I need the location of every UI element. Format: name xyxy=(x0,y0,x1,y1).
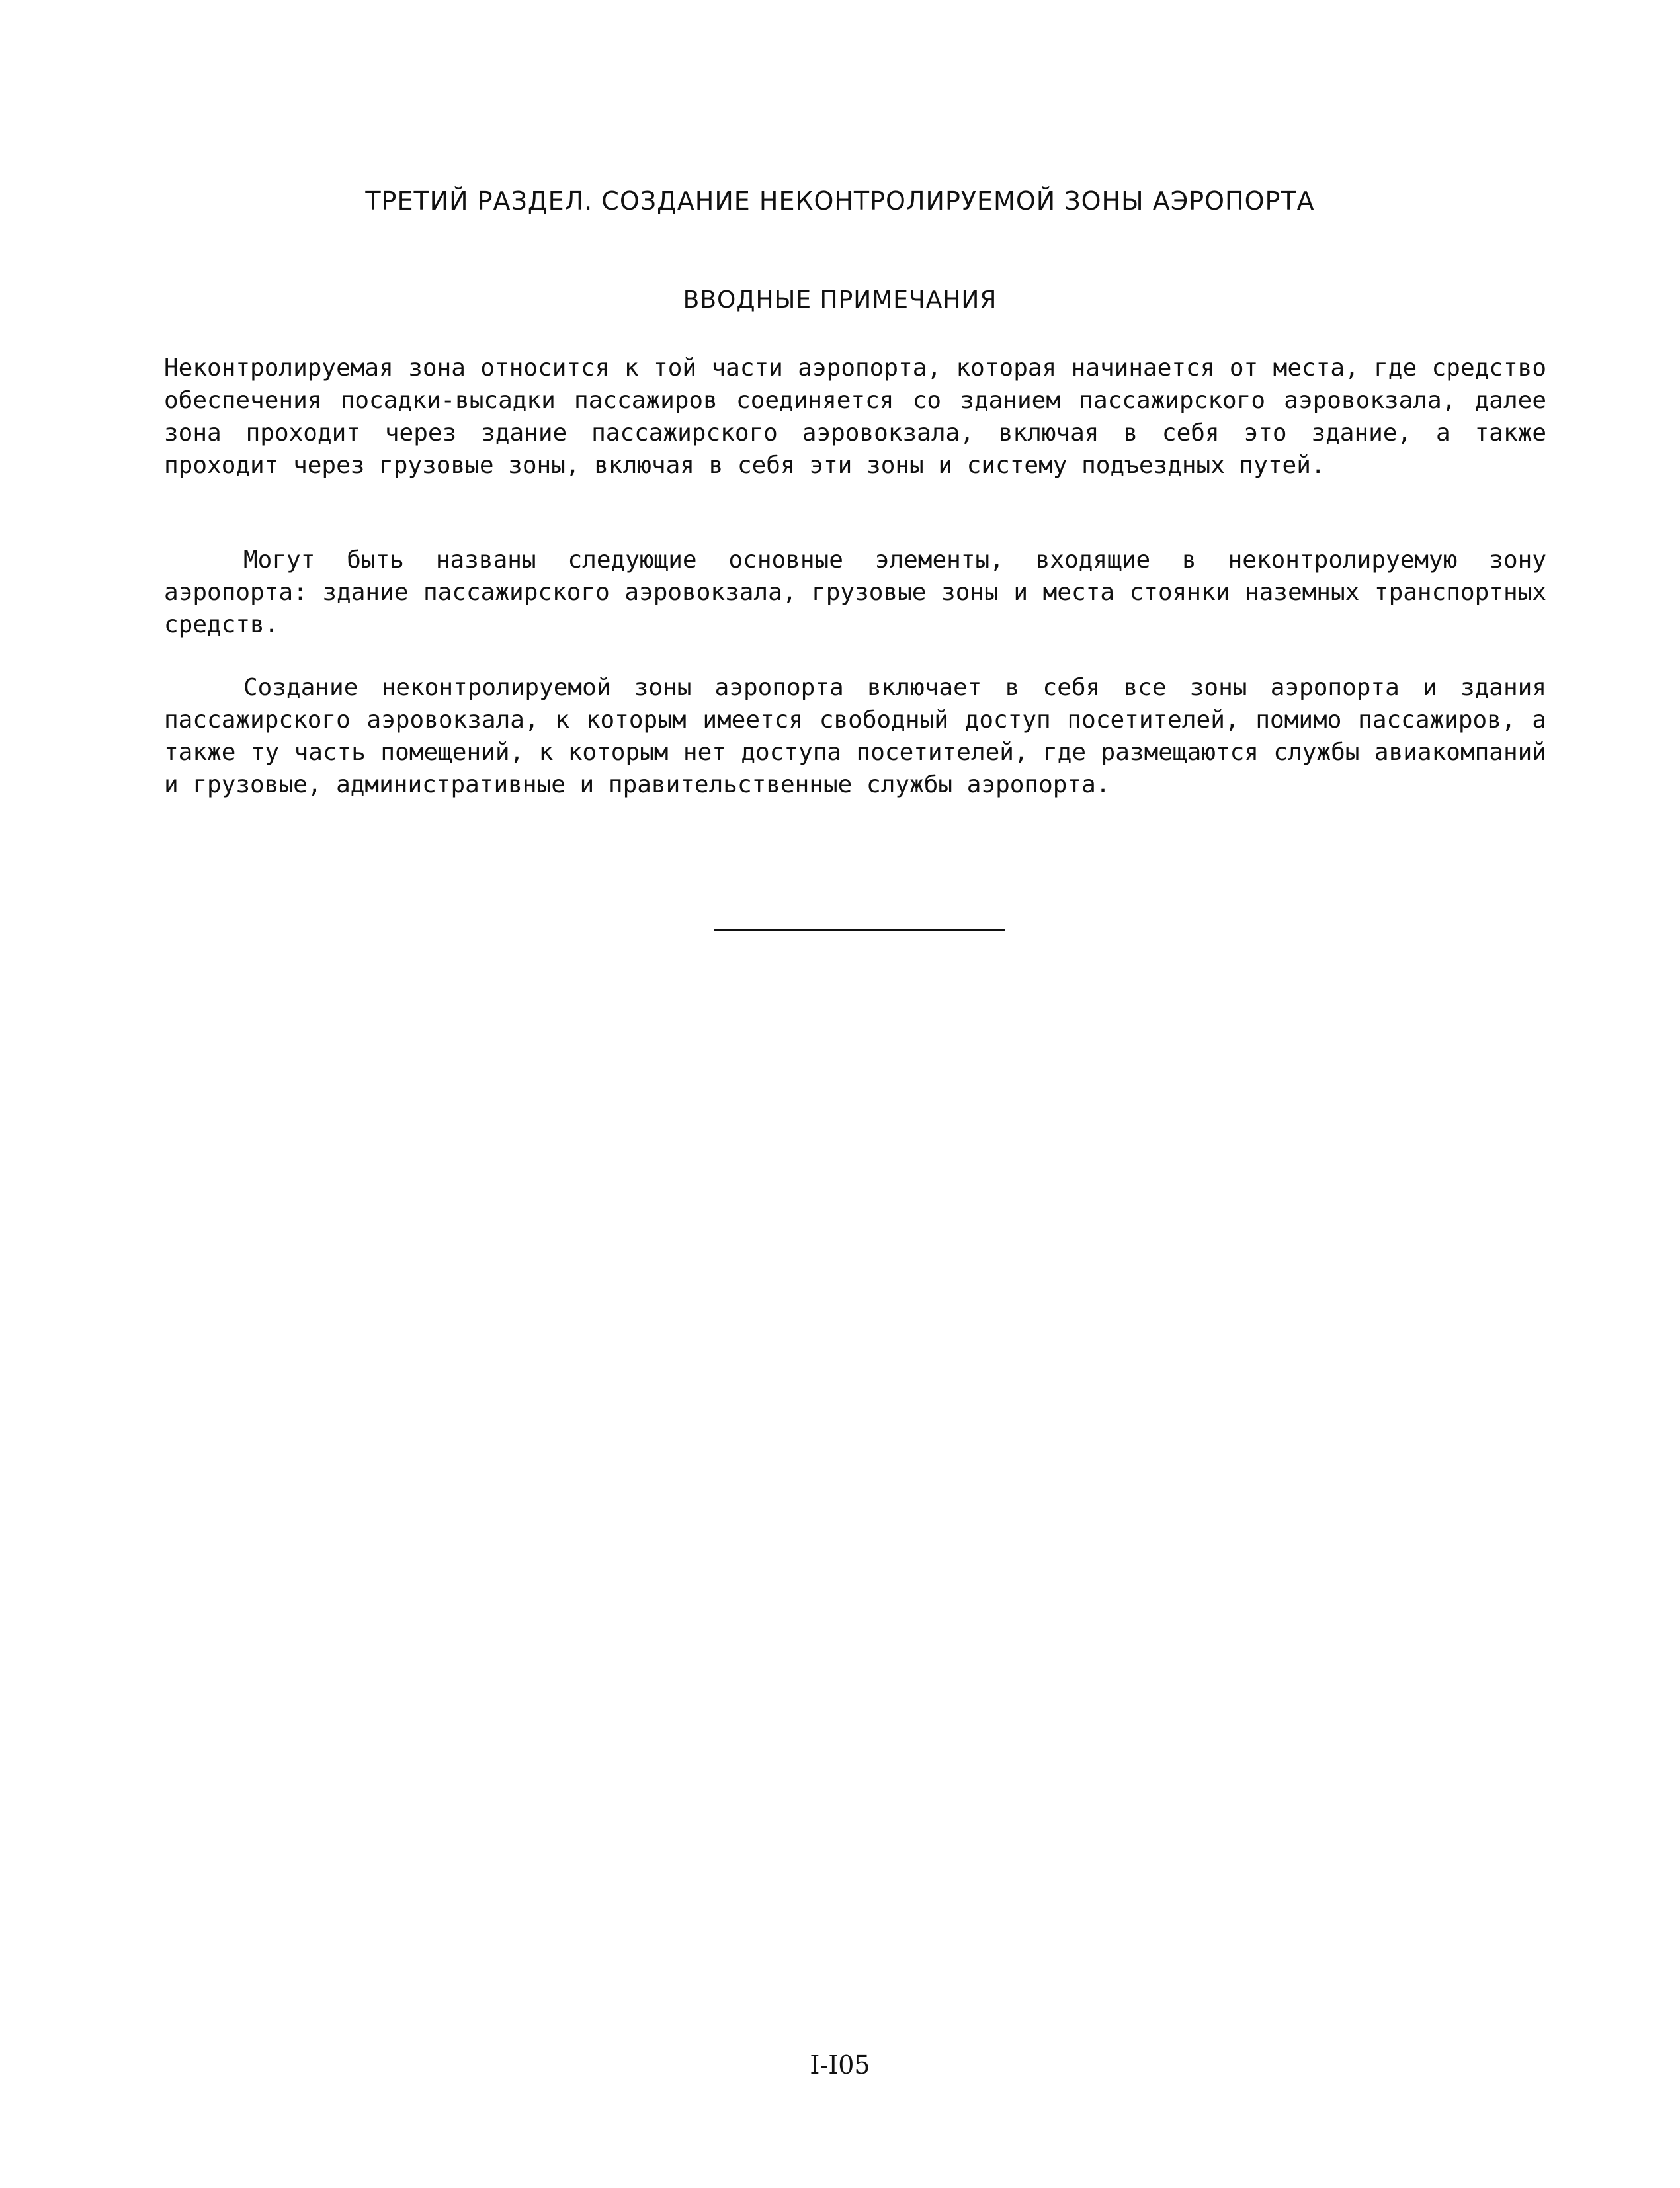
paragraph-landside-definition: Неконтролируемая зона относится к той части аэропорта, которая начинается от места, где средство обеспечения посадки-высадки пассажиров соединяется со зданием пассажирского аэровокзала, далее зона проходит через здание пассажирского аэровокзала, включая в себя это здание, а также проходит через грузовые зоны, включая в себя эти зоны и систему подъездных путей. xyxy=(164,355,1546,479)
paragraph-landside-scope: Создание неконтролируемой зоны аэропорта включает в себя все зоны аэропорта и здания пассажирского аэровокзала, к которым имеется свободный доступ посетителей, помимо пассажиров, а также ту часть помещений, к которым нет доступа посетителей, где размещаются службы авиакомпаний и грузовые, административные и правительственные службы аэропорта. xyxy=(164,674,1546,798)
introductory-notes-heading: ВВОДНЫЕ ПРИМЕЧАНИЯ xyxy=(683,286,997,314)
page-number: I-I05 xyxy=(810,2050,870,2080)
paragraph-main-elements: Могут быть названы следующие основные элементы, входящие в неконтролируемую зону аэропорта: здание пассажирского аэровокзала, грузовые зоны и места стоянки наземных транспортных средств. xyxy=(164,546,1546,638)
section-divider xyxy=(714,929,1005,931)
section-title: ТРЕТИЙ РАЗДЕЛ. СОЗДАНИЕ НЕКОНТРОЛИРУЕМОЙ ЗОНЫ АЭРОПОРТА xyxy=(365,187,1315,216)
